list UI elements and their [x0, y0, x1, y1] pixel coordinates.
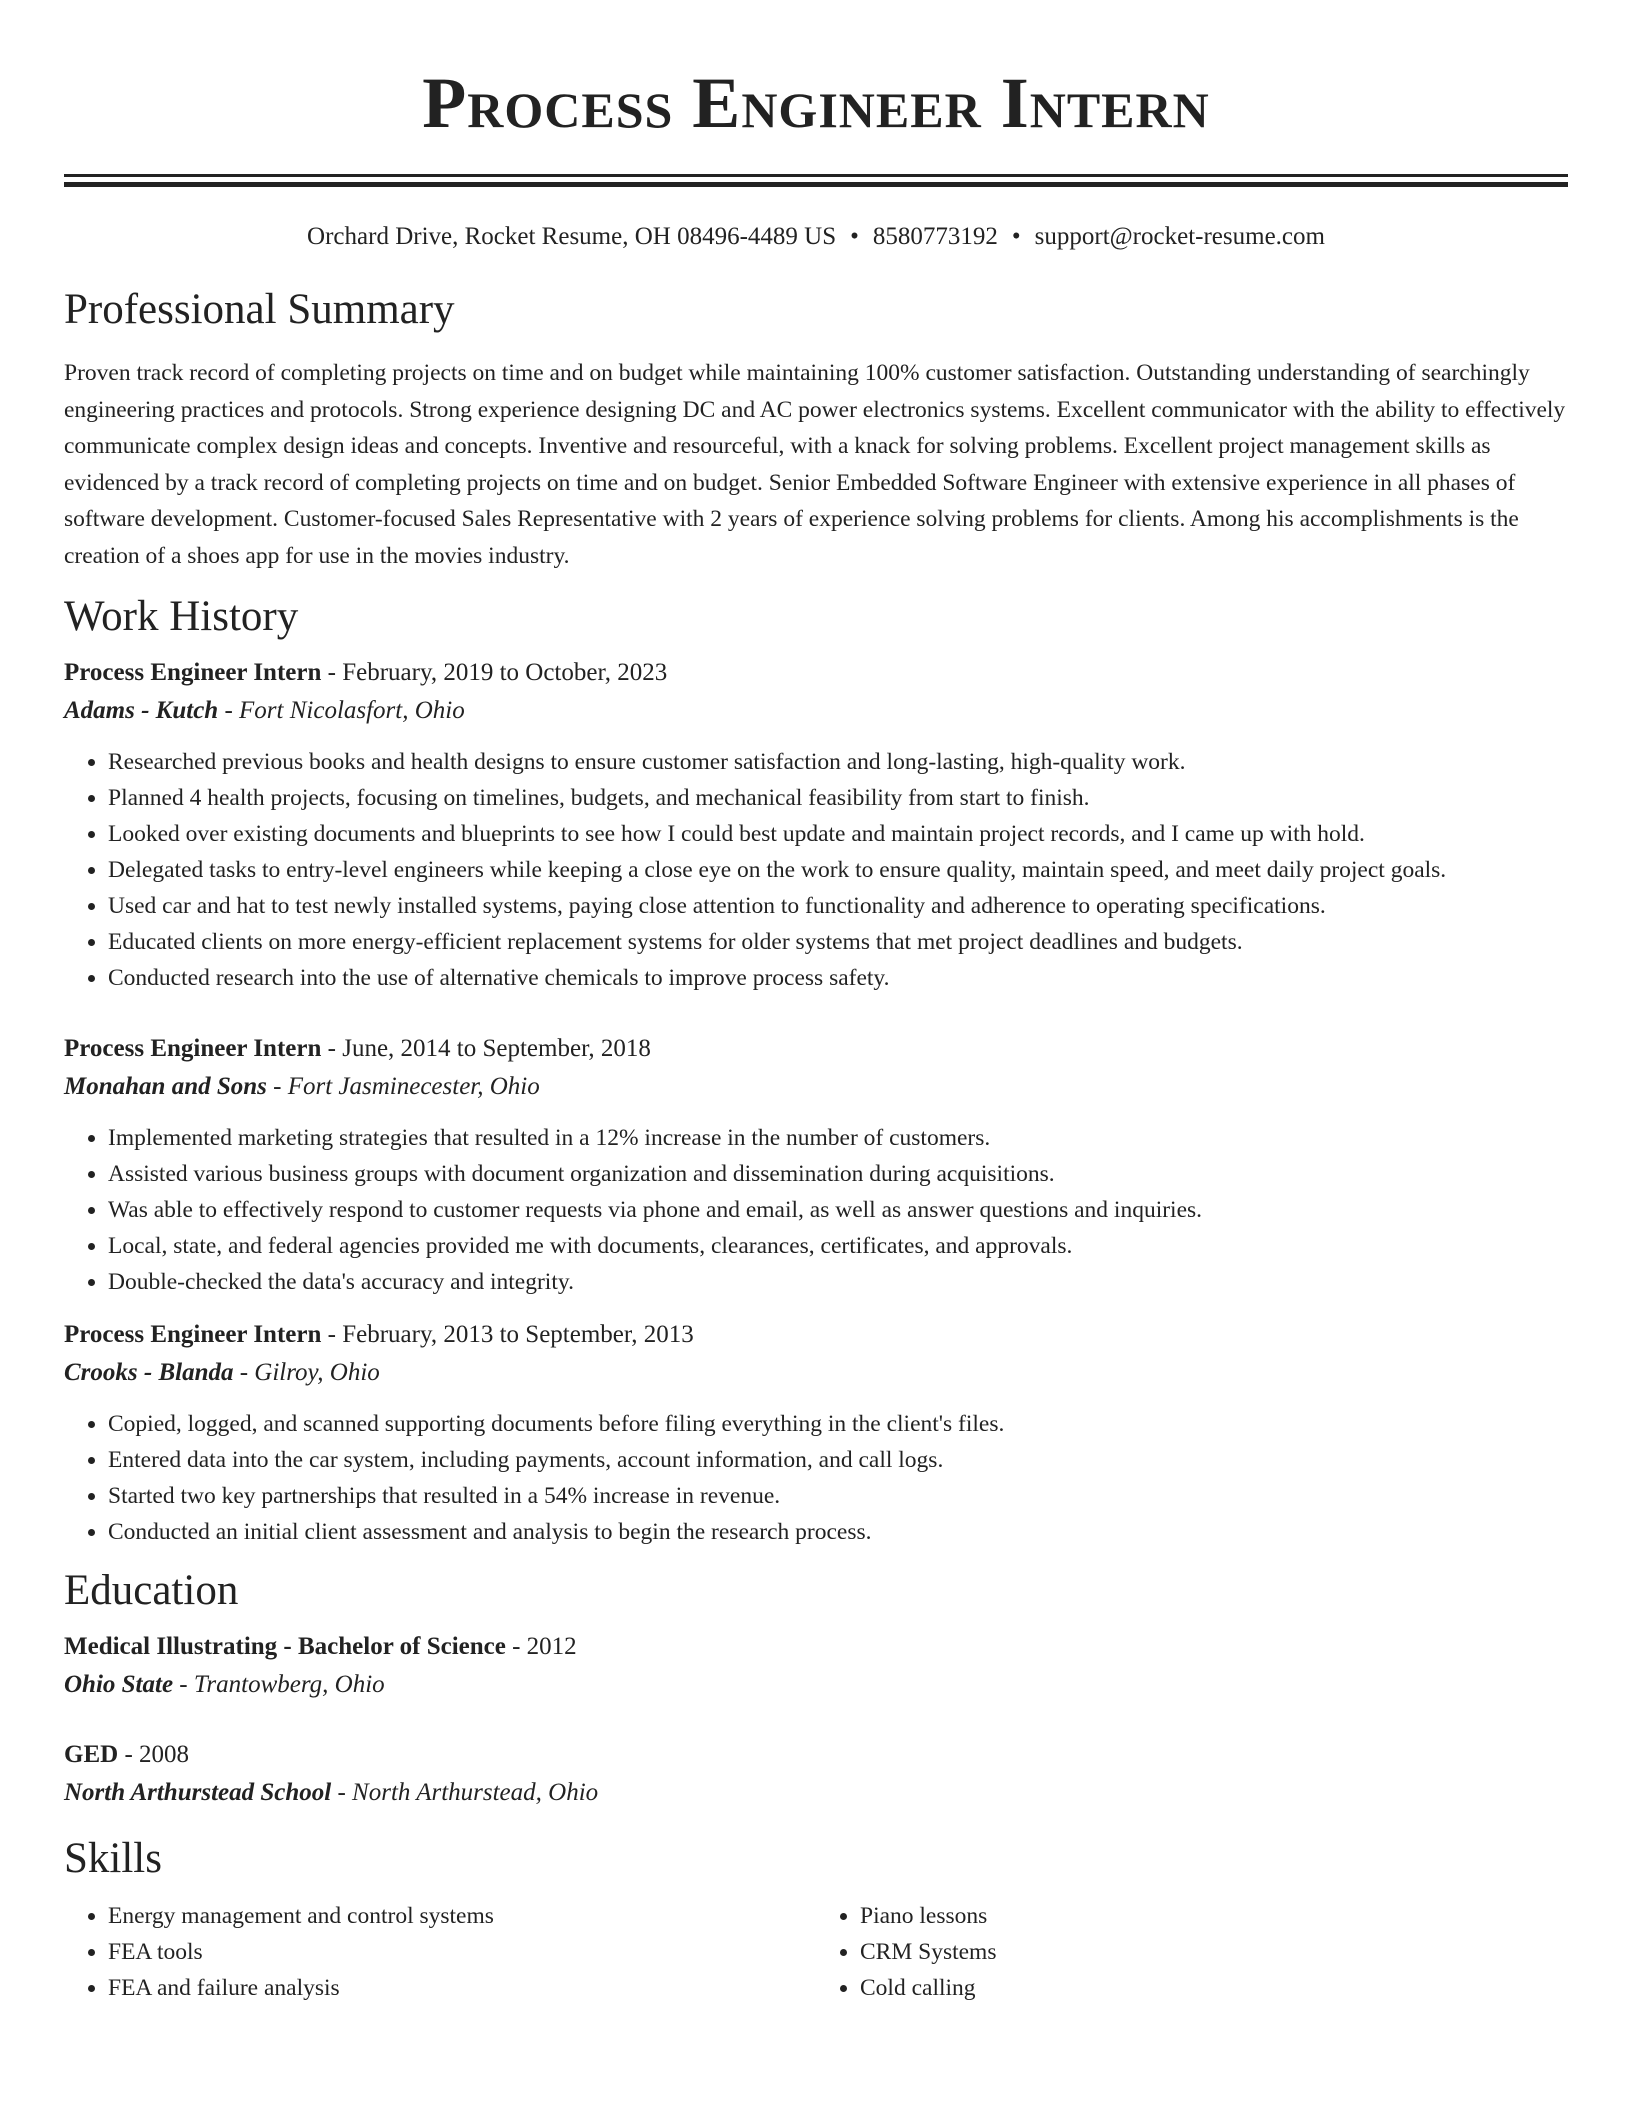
contact-address: Orchard Drive, Rocket Resume, OH 08496-4489 US	[307, 223, 837, 250]
education-entry	[64, 1630, 1568, 1702]
section-heading-skills: Skills	[64, 1835, 162, 1882]
job-company: Crooks - Blanda	[64, 1359, 234, 1386]
list-item: • Planned 4 health projects, focusing on timelines, budgets, and mechanical feasibility from start to finish.	[108, 780, 1568, 816]
contact-separator: •	[850, 223, 859, 250]
resume-title: Process Engineer Intern	[422, 63, 1210, 143]
job-entry	[64, 1318, 1568, 1550]
job-dates: - February, 2019 to October, 2023	[321, 659, 668, 686]
education-degree: Medical Illustrating - Bachelor of Science	[64, 1633, 506, 1660]
list-item: • Local, state, and federal agencies provided me with documents, clearances, certificates, and approvals.	[108, 1228, 1568, 1264]
job-company: Adams - Kutch	[64, 697, 219, 724]
list-item: • Entered data into the car system, including payments, account information, and call logs.	[108, 1442, 1568, 1478]
list-item: • Cold calling	[860, 1970, 1568, 2006]
title-rule-bottom	[64, 182, 1568, 187]
job-org-line	[64, 1356, 1568, 1390]
education-school: North Arthurstead School	[64, 1779, 332, 1806]
list-item: • Conducted an initial client assessment and analysis to begin the research process.	[108, 1514, 1568, 1550]
job-org-line	[64, 1070, 1568, 1104]
list-item: • Started two key partnerships that resulted in a 54% increase in revenue.	[108, 1478, 1568, 1514]
job-title-line	[64, 656, 1568, 690]
section-heading-work-history: Work History	[64, 593, 299, 640]
education-entry	[64, 1738, 1568, 1810]
list-item: • CRM Systems	[860, 1934, 1568, 1970]
job-entry	[64, 1032, 1568, 1300]
job-dates: - February, 2013 to September, 2013	[321, 1321, 694, 1348]
education-school-line	[64, 1776, 1568, 1810]
list-item: • Was able to effectively respond to customer requests via phone and email, as well as answer questions and inquiries.	[108, 1192, 1568, 1228]
job-title-line	[64, 1318, 1568, 1352]
list-item: • FEA and failure analysis	[108, 1970, 816, 2006]
list-item: • Looked over existing documents and blueprints to see how I could best update and maintain project records, and I came up with hold.	[108, 816, 1568, 852]
job-location: - Fort Jasminecester, Ohio	[266, 1073, 540, 1100]
section-heading-education: Education	[64, 1567, 239, 1614]
summary-text: Proven track record of completing projects on time and on budget while maintaining 100% customer satisfaction. Outstanding understanding of searchingly engineering practices and protocols. Strong experience designing DC and AC power electronics systems. Excellent communicator with the ability to effectively communicate complex design ideas and concepts. Inventive and resourceful, with a knack for solving problems. Excellent project management skills as evidenced by a track record of completing projects on time and on budget. Senior Embedded Software Engineer with extensive experience in all phases of software development. Customer-focused Sales Representative with 2 years of experience solving problems for clients. Among his accomplishments is the creation of a shoes app for use in the movies industry.	[64, 360, 1566, 569]
job-title: Process Engineer Intern	[64, 659, 322, 686]
education-location: - Trantowberg, Ohio	[173, 1671, 385, 1698]
job-entry	[64, 656, 1568, 996]
education-degree: GED	[64, 1741, 119, 1768]
contact-separator: •	[1011, 223, 1021, 250]
skills-columns	[64, 1898, 1568, 2006]
job-bullets	[64, 1406, 1568, 1550]
education-school-line	[64, 1668, 1568, 1702]
list-item: • Implemented marketing strategies that resulted in a 12% increase in the number of customers.	[108, 1120, 1568, 1156]
education-year: - 2012	[505, 1633, 577, 1660]
list-item: • FEA tools	[108, 1934, 816, 1970]
job-dates: - June, 2014 to September, 2018	[321, 1035, 651, 1062]
job-bullets	[64, 1120, 1568, 1300]
contact-phone: 8580773192	[872, 223, 998, 250]
list-item: • Researched previous books and health designs to ensure customer satisfaction and long-lasting, high-quality work.	[108, 744, 1568, 780]
contact-email: support@rocket-resume.com	[1034, 223, 1325, 250]
title-rule-top	[64, 174, 1568, 177]
education-degree-line	[64, 1738, 1568, 1772]
list-item: • Delegated tasks to entry-level engineers while keeping a close eye on the work to ensure quality, maintain speed, and meet daily project goals.	[108, 852, 1568, 888]
education-year: - 2008	[118, 1741, 190, 1768]
job-title: Process Engineer Intern	[64, 1321, 322, 1348]
list-item: • Energy management and control systems	[108, 1898, 816, 1934]
job-title-line	[64, 1032, 1568, 1066]
list-item: • Educated clients on more energy-efficient replacement systems for older systems that met project deadlines and budgets.	[108, 924, 1568, 960]
contact-line	[64, 221, 1568, 253]
job-bullets	[64, 744, 1568, 996]
job-title: Process Engineer Intern	[64, 1035, 322, 1062]
job-location: - Gilroy, Ohio	[233, 1359, 380, 1386]
list-item: • Conducted research into the use of alternative chemicals to improve process safety.	[108, 960, 1568, 996]
list-item: • Double-checked the data's accuracy and integrity.	[108, 1264, 1568, 1300]
list-item: • Copied, logged, and scanned supporting documents before filing everything in the client's files.	[108, 1406, 1568, 1442]
list-item: • Piano lessons	[860, 1898, 1568, 1934]
job-company: Monahan and Sons	[64, 1073, 267, 1100]
education-location: - North Arthurstead, Ohio	[331, 1779, 599, 1806]
section-heading-summary: Professional Summary	[64, 286, 455, 333]
skills-list-right	[816, 1898, 1568, 2006]
job-location: - Fort Nicolasfort, Ohio	[218, 697, 465, 724]
list-item: • Assisted various business groups with document organization and dissemination during acquisitions.	[108, 1156, 1568, 1192]
list-item: • Used car and hat to test newly installed systems, paying close attention to functionality and adherence to operating specifications.	[108, 888, 1568, 924]
education-degree-line	[64, 1630, 1568, 1664]
job-org-line	[64, 694, 1568, 728]
education-school: Ohio State	[64, 1671, 174, 1698]
skills-list-left	[64, 1898, 816, 2006]
